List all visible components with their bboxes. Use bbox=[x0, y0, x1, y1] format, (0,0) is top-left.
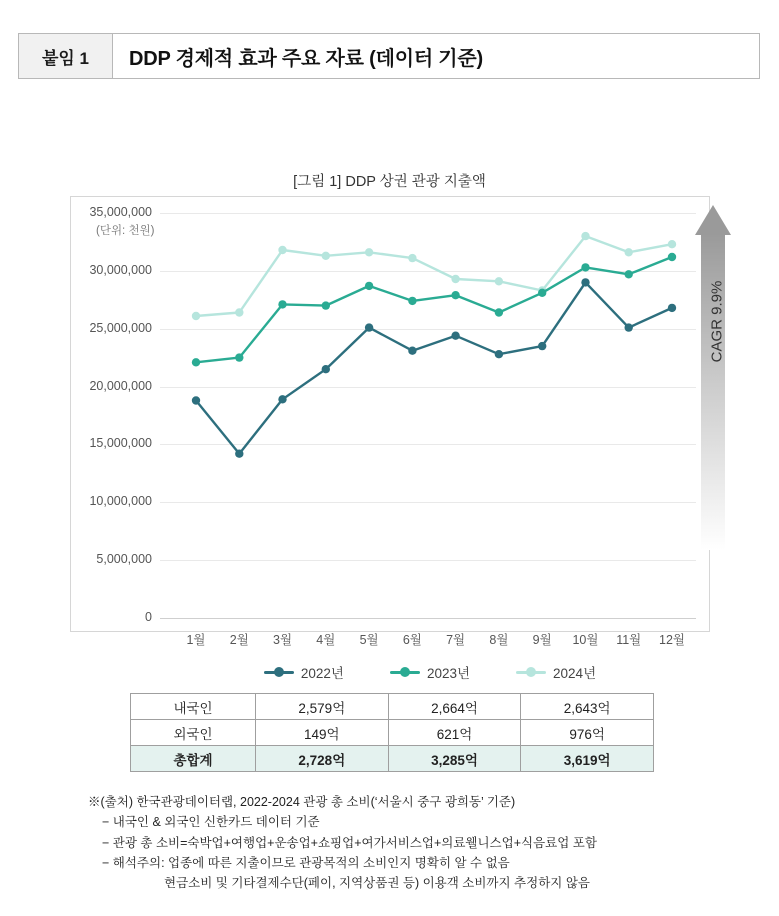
cagr-indicator bbox=[695, 205, 729, 550]
gridline bbox=[160, 271, 696, 272]
gridline bbox=[160, 213, 696, 214]
table-cell: 3,285억 bbox=[388, 746, 521, 772]
table-row-label: 총합계 bbox=[131, 746, 256, 772]
legend-item[interactable] bbox=[264, 662, 344, 682]
y-axis-tick-label: 20,000,000 bbox=[89, 378, 152, 393]
figure-title: [그림 1] DDP 상권 관광 지출액 bbox=[293, 174, 486, 190]
legend-item[interactable] bbox=[516, 662, 596, 682]
x-axis-tick-label: 4월 bbox=[316, 633, 336, 647]
attachment-header bbox=[18, 33, 760, 79]
x-axis-tick-label: 8월 bbox=[489, 633, 509, 647]
y-axis-tick-label: 10,000,000 bbox=[89, 494, 152, 509]
y-axis-tick-label: 15,000,000 bbox=[89, 436, 152, 451]
y-axis-tick-label: 35,000,000 bbox=[89, 205, 152, 219]
x-axis-tick-label: 11월 bbox=[616, 633, 642, 647]
table-cell: 2,579억 bbox=[256, 694, 389, 720]
table-cell: 149억 bbox=[256, 720, 389, 746]
legend-swatch bbox=[390, 671, 420, 674]
legend-dot bbox=[274, 667, 284, 677]
footnote-3: − 해석주의: 업종에 따른 지출이므로 관광목적의 소비인지 명확히 알 수 없음 bbox=[102, 855, 510, 870]
x-axis-tick-label: 6월 bbox=[402, 633, 422, 647]
y-axis-tick-label: 5,000,000 bbox=[96, 552, 152, 567]
footnote-2: − 관광 총 소비=숙박업+여행업+운송업+쇼핑업+여가서비스업+의료웰니스업+식음료업 포함 bbox=[102, 835, 597, 850]
legend-label: 2023년 bbox=[426, 666, 471, 681]
page-title: DDP 경제적 효과 주요 자료 (데이터 기준) bbox=[129, 47, 484, 70]
arrow-up-icon bbox=[695, 205, 731, 235]
x-axis-tick-label: 3월 bbox=[273, 633, 293, 647]
y-axis-tick-label: 25,000,000 bbox=[89, 320, 152, 335]
table-row-label: 내국인 bbox=[131, 694, 256, 720]
legend-dot bbox=[526, 667, 536, 677]
gridline bbox=[160, 444, 696, 445]
legend-label: 2024년 bbox=[553, 666, 597, 681]
table-cell: 2,728억 bbox=[256, 746, 389, 772]
table-row bbox=[131, 746, 654, 772]
y-axis-tick-label: 30,000,000 bbox=[89, 262, 152, 277]
table-cell: 3,619억 bbox=[521, 746, 654, 772]
legend-item[interactable] bbox=[390, 662, 470, 682]
footnotes bbox=[88, 792, 728, 893]
x-axis-tick-label: 10월 bbox=[572, 633, 599, 647]
table-row bbox=[131, 694, 654, 720]
x-axis-tick-label: 12월 bbox=[659, 633, 685, 647]
table-row bbox=[131, 720, 654, 746]
legend-label: 2022년 bbox=[300, 666, 344, 681]
x-axis-tick-label: 1월 bbox=[186, 633, 206, 647]
gridline bbox=[160, 502, 696, 503]
x-axis-line bbox=[160, 618, 696, 619]
chart-legend bbox=[180, 662, 680, 682]
footnote-1: − 내국인 & 외국인 신한카드 데이터 기준 bbox=[102, 815, 320, 830]
gridline bbox=[160, 560, 696, 561]
x-axis-tick-label: 5월 bbox=[359, 633, 379, 647]
chart-unit-label: (단위: 천원) bbox=[96, 225, 155, 237]
table-cell: 976억 bbox=[521, 720, 654, 746]
y-axis-tick-label: 0 bbox=[145, 610, 152, 624]
cagr-label: CAGR 9.9% bbox=[708, 280, 726, 363]
legend-swatch bbox=[264, 671, 294, 674]
x-axis-tick-label: 7월 bbox=[446, 633, 466, 647]
chart-panel bbox=[70, 196, 710, 632]
summary-table bbox=[130, 693, 654, 772]
footnote-4: 현금소비 및 기타결제수단(페이, 지역상품권 등) 이용객 소비까지 추정하지 않음 bbox=[164, 876, 590, 890]
table-cell: 2,643억 bbox=[521, 694, 654, 720]
attachment-tag: 붙임 1 bbox=[19, 34, 113, 78]
x-axis-tick-label: 2월 bbox=[229, 633, 249, 647]
table-cell: 621억 bbox=[388, 720, 521, 746]
legend-swatch bbox=[516, 671, 546, 674]
gridline bbox=[160, 387, 696, 388]
table-cell: 2,664억 bbox=[388, 694, 521, 720]
table-row-label: 외국인 bbox=[131, 720, 256, 746]
x-axis-tick-label: 9월 bbox=[532, 633, 552, 647]
gridline bbox=[160, 329, 696, 330]
legend-dot bbox=[400, 667, 410, 677]
footnote-source: ※(출처) 한국관광데이터랩, 2022-2024 관광 총 소비(‘서울시 중구 광희동’ 기준) bbox=[88, 795, 516, 809]
